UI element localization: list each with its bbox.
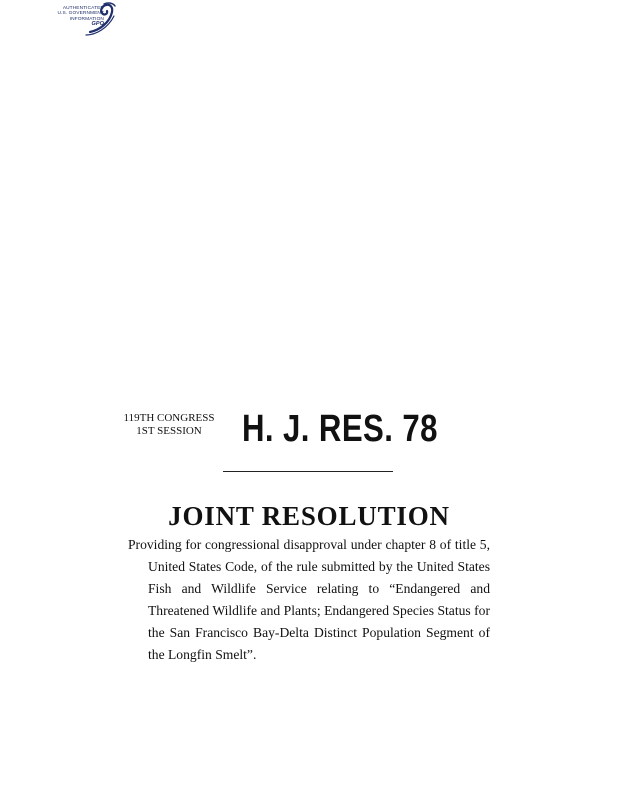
divider-rule xyxy=(223,471,393,472)
resolution-purpose-text: Providing for congressional disapproval under chapter 8 of title 5, United States Code, of the rule submitted by the United States Fish and Wildlife Service relating to “Endangered and Threatened Wildlife and Plants; Endangered Species Status for the San Francisco Bay-Delta Distinct Population Segment of the Longfin Smelt”. xyxy=(128,537,490,662)
document-type-heading: JOINT RESOLUTION xyxy=(168,501,450,531)
congress-session-block xyxy=(104,412,234,438)
seal-line-government: U.S. GOVERNMENT xyxy=(57,11,104,17)
seal-line-information: INFORMATION xyxy=(69,16,104,22)
seal-line-authenticated: AUTHENTICATED xyxy=(62,6,104,11)
bill-number: H. J. RES. 78 xyxy=(242,408,438,450)
congress-number: 119TH CONGRESS xyxy=(123,412,215,424)
seal-line-gpo: GPO xyxy=(91,21,104,28)
gpo-authentication-seal xyxy=(18,2,118,38)
session-number: 1ST SESSION xyxy=(136,425,202,437)
